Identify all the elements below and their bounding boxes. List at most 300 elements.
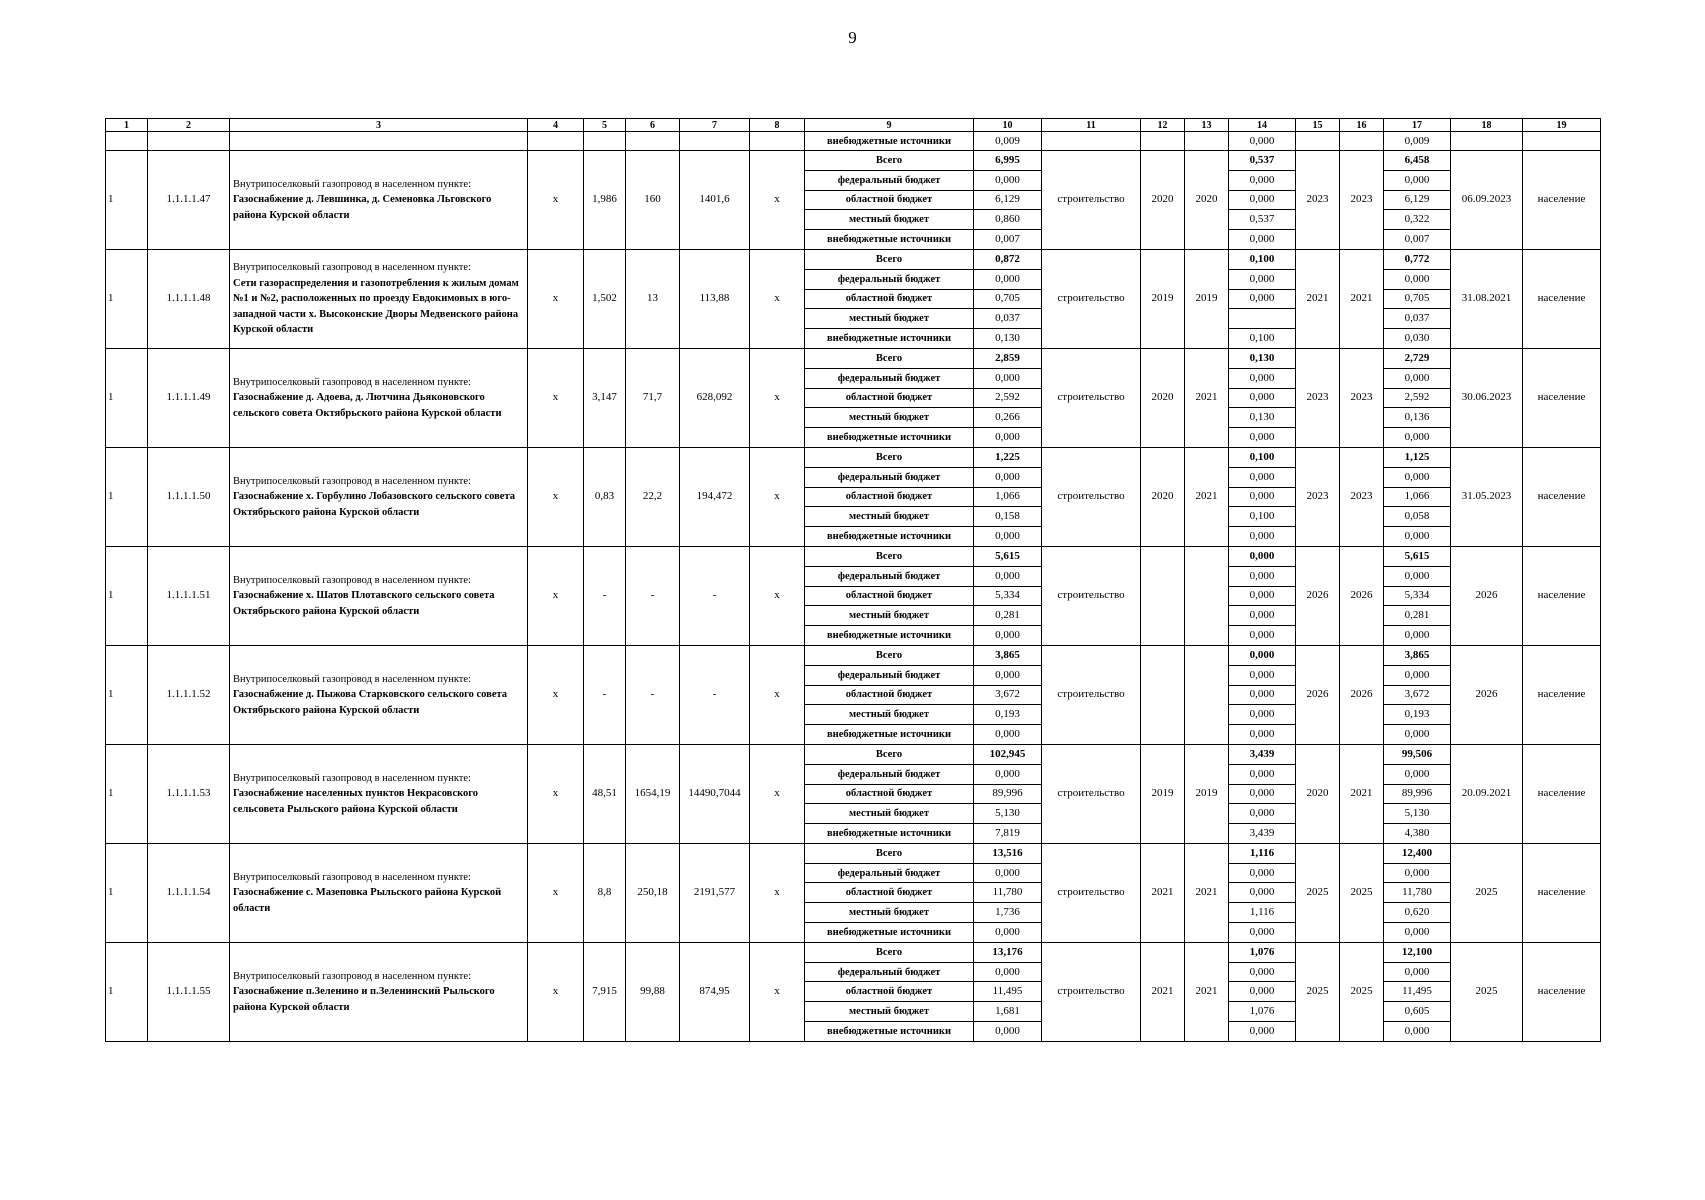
- year-16: 2025: [1340, 942, 1384, 1041]
- cost-total-value: 6,129: [974, 190, 1042, 210]
- work-type: строительство: [1042, 942, 1141, 1041]
- completion-date: 2025: [1451, 843, 1523, 942]
- column-8-value: х: [750, 744, 805, 843]
- fund-label: Всего: [805, 645, 974, 665]
- beneficiary: население: [1523, 447, 1601, 546]
- spent-value: 3,439: [1229, 824, 1296, 844]
- cost-total-value: 1,066: [974, 487, 1042, 507]
- fund-label: внебюджетные источники: [805, 725, 974, 745]
- completion-date: 2026: [1451, 645, 1523, 744]
- year-end: [1185, 645, 1229, 744]
- cost-total-value: 0,860: [974, 210, 1042, 230]
- spent-value: 0,100: [1229, 329, 1296, 349]
- project-name: Газоснабжение населенных пунктов Некрасовского сельсовета Рыльского района Курской области: [233, 788, 479, 815]
- remaining-value: 4,380: [1384, 824, 1451, 844]
- spent-value: 0,000: [1229, 645, 1296, 665]
- column-4-value: х: [528, 249, 584, 348]
- fund-label: внебюджетные источники: [805, 626, 974, 646]
- fund-label: федеральный бюджет: [805, 467, 974, 487]
- capacity-value: 160: [626, 151, 680, 250]
- work-type: строительство: [1042, 151, 1141, 250]
- fund-label: федеральный бюджет: [805, 665, 974, 685]
- column-8-value: х: [750, 942, 805, 1041]
- beneficiary: население: [1523, 151, 1601, 250]
- year-start: 2021: [1141, 843, 1185, 942]
- spent-value: 0,000: [1229, 665, 1296, 685]
- fund-label: областной бюджет: [805, 586, 974, 606]
- remaining-value: 1,125: [1384, 447, 1451, 467]
- beneficiary: население: [1523, 744, 1601, 843]
- completion-date: 2026: [1451, 546, 1523, 645]
- cost-total-value: 0,000: [974, 527, 1042, 547]
- column-4-value: х: [528, 447, 584, 546]
- empty-cell: [1185, 132, 1229, 151]
- year-16: 2023: [1340, 447, 1384, 546]
- spent-value: 0,000: [1229, 527, 1296, 547]
- fund-label: Всего: [805, 942, 974, 962]
- work-type: строительство: [1042, 447, 1141, 546]
- cost-total-value: 0,009: [974, 132, 1042, 151]
- empty-cell: [1523, 132, 1601, 151]
- cost-total-value: 0,000: [974, 566, 1042, 586]
- cost-total-value: 0,266: [974, 408, 1042, 428]
- spent-value: [1229, 309, 1296, 329]
- spent-value: 0,537: [1229, 210, 1296, 230]
- empty-cell: [1042, 132, 1141, 151]
- completion-date: 06.09.2023: [1451, 151, 1523, 250]
- cost-total-value: 3,672: [974, 685, 1042, 705]
- year-16: 2026: [1340, 546, 1384, 645]
- length-value: 1,502: [584, 249, 626, 348]
- remaining-value: 99,506: [1384, 744, 1451, 764]
- continuation-row: [106, 132, 1601, 151]
- column-number: 6: [626, 119, 680, 132]
- fund-label: местный бюджет: [805, 705, 974, 725]
- remaining-value: 0,000: [1384, 527, 1451, 547]
- project-type: Внутрипоселковый газопровод в населенном пункте:: [233, 262, 471, 274]
- column-number: 14: [1229, 119, 1296, 132]
- fund-label: местный бюджет: [805, 507, 974, 527]
- column-number-row: [106, 119, 1601, 132]
- year-15: 2025: [1296, 843, 1340, 942]
- spent-value: 0,000: [1229, 132, 1296, 151]
- project-name: Газоснабжение д. Левшинка, д. Семеновка Льговского района Курской области: [233, 194, 492, 221]
- cost-total-value: 0,281: [974, 606, 1042, 626]
- remaining-value: 0,000: [1384, 269, 1451, 289]
- row-level: 1: [106, 249, 148, 348]
- year-16: 2023: [1340, 348, 1384, 447]
- remaining-value: 6,129: [1384, 190, 1451, 210]
- column-number: 5: [584, 119, 626, 132]
- cost-total-value: 1,225: [974, 447, 1042, 467]
- remaining-value: 0,009: [1384, 132, 1451, 151]
- volume-value: 2191,577: [680, 843, 750, 942]
- remaining-value: 0,000: [1384, 923, 1451, 943]
- project-code: 1.1.1.1.50: [148, 447, 230, 546]
- project-description: [230, 942, 528, 1041]
- row-level: 1: [106, 942, 148, 1041]
- empty-cell: [1340, 132, 1384, 151]
- cost-total-value: 0,000: [974, 863, 1042, 883]
- fund-label: внебюджетные источники: [805, 230, 974, 250]
- fund-label: внебюджетные источники: [805, 824, 974, 844]
- capacity-value: 1654,19: [626, 744, 680, 843]
- cost-total-value: 0,000: [974, 923, 1042, 943]
- year-end: 2021: [1185, 843, 1229, 942]
- project-code: 1.1.1.1.47: [148, 151, 230, 250]
- project-type: Внутрипоселковый газопровод в населенном пункте:: [233, 376, 471, 388]
- fund-label: Всего: [805, 348, 974, 368]
- empty-cell: [528, 132, 584, 151]
- spent-value: 0,537: [1229, 151, 1296, 171]
- fund-label: федеральный бюджет: [805, 269, 974, 289]
- fund-label: федеральный бюджет: [805, 566, 974, 586]
- cost-total-value: 0,705: [974, 289, 1042, 309]
- remaining-value: 0,000: [1384, 467, 1451, 487]
- year-15: 2021: [1296, 249, 1340, 348]
- year-16: 2021: [1340, 744, 1384, 843]
- completion-date: 20.09.2021: [1451, 744, 1523, 843]
- column-number: 18: [1451, 119, 1523, 132]
- empty-cell: [584, 132, 626, 151]
- cost-total-value: 6,995: [974, 151, 1042, 171]
- spent-value: 0,000: [1229, 586, 1296, 606]
- spent-value: 0,000: [1229, 368, 1296, 388]
- spent-value: 0,000: [1229, 883, 1296, 903]
- project-type: Внутрипоселковый газопровод в населенном пункте:: [233, 970, 471, 982]
- fund-label: областной бюджет: [805, 487, 974, 507]
- project-name: Газоснабжение с. Мазеповка Рыльского района Курской области: [233, 887, 502, 914]
- fund-label: внебюджетные источники: [805, 132, 974, 151]
- project-row-total: [106, 942, 1601, 962]
- project-code: 1.1.1.1.55: [148, 942, 230, 1041]
- column-number: 3: [230, 119, 528, 132]
- fund-label: Всего: [805, 744, 974, 764]
- column-4-value: х: [528, 744, 584, 843]
- spent-value: 0,130: [1229, 408, 1296, 428]
- empty-cell: [148, 132, 230, 151]
- column-number: 11: [1042, 119, 1141, 132]
- volume-value: 1401,6: [680, 151, 750, 250]
- column-number: 8: [750, 119, 805, 132]
- fund-label: внебюджетные источники: [805, 1022, 974, 1042]
- cost-total-value: 0,000: [974, 626, 1042, 646]
- length-value: 8,8: [584, 843, 626, 942]
- empty-cell: [750, 132, 805, 151]
- spent-value: 0,000: [1229, 705, 1296, 725]
- year-end: 2019: [1185, 249, 1229, 348]
- year-start: 2021: [1141, 942, 1185, 1041]
- column-number: 10: [974, 119, 1042, 132]
- length-value: 1,986: [584, 151, 626, 250]
- remaining-value: 89,996: [1384, 784, 1451, 804]
- remaining-value: 5,615: [1384, 546, 1451, 566]
- project-type: Внутрипоселковый газопровод в населенном пункте:: [233, 574, 471, 586]
- project-description: [230, 744, 528, 843]
- spent-value: 0,000: [1229, 170, 1296, 190]
- row-level: 1: [106, 744, 148, 843]
- remaining-value: 0,193: [1384, 705, 1451, 725]
- remaining-value: 0,000: [1384, 725, 1451, 745]
- remaining-value: 0,000: [1384, 1022, 1451, 1042]
- volume-value: 628,092: [680, 348, 750, 447]
- column-number: 15: [1296, 119, 1340, 132]
- year-15: 2020: [1296, 744, 1340, 843]
- cost-total-value: 0,000: [974, 467, 1042, 487]
- project-row-total: [106, 249, 1601, 269]
- remaining-value: 0,037: [1384, 309, 1451, 329]
- row-level: 1: [106, 645, 148, 744]
- completion-date: 31.05.2023: [1451, 447, 1523, 546]
- spent-value: 0,000: [1229, 804, 1296, 824]
- capacity-value: 22,2: [626, 447, 680, 546]
- cost-total-value: 5,615: [974, 546, 1042, 566]
- spent-value: 1,116: [1229, 903, 1296, 923]
- project-description: [230, 348, 528, 447]
- fund-label: областной бюджет: [805, 784, 974, 804]
- project-description: [230, 447, 528, 546]
- beneficiary: население: [1523, 249, 1601, 348]
- project-row-total: [106, 348, 1601, 368]
- column-8-value: х: [750, 645, 805, 744]
- length-value: -: [584, 546, 626, 645]
- fund-label: федеральный бюджет: [805, 764, 974, 784]
- year-15: 2023: [1296, 447, 1340, 546]
- capacity-value: -: [626, 645, 680, 744]
- fund-label: федеральный бюджет: [805, 170, 974, 190]
- project-description: [230, 249, 528, 348]
- remaining-value: 0,605: [1384, 1002, 1451, 1022]
- spent-value: 0,000: [1229, 685, 1296, 705]
- year-end: 2020: [1185, 151, 1229, 250]
- beneficiary: население: [1523, 843, 1601, 942]
- fund-label: местный бюджет: [805, 1002, 974, 1022]
- year-15: 2026: [1296, 546, 1340, 645]
- remaining-value: 0,000: [1384, 566, 1451, 586]
- year-15: 2023: [1296, 348, 1340, 447]
- column-number: 7: [680, 119, 750, 132]
- cost-total-value: 7,819: [974, 824, 1042, 844]
- completion-date: 2025: [1451, 942, 1523, 1041]
- remaining-value: 0,000: [1384, 428, 1451, 448]
- cost-total-value: 102,945: [974, 744, 1042, 764]
- project-code: 1.1.1.1.53: [148, 744, 230, 843]
- remaining-value: 5,334: [1384, 586, 1451, 606]
- cost-total-value: 3,865: [974, 645, 1042, 665]
- empty-cell: [680, 132, 750, 151]
- year-end: [1185, 546, 1229, 645]
- cost-total-value: 2,859: [974, 348, 1042, 368]
- column-number: 2: [148, 119, 230, 132]
- fund-label: федеральный бюджет: [805, 962, 974, 982]
- cost-total-value: 1,736: [974, 903, 1042, 923]
- work-type: строительство: [1042, 645, 1141, 744]
- fund-label: местный бюджет: [805, 606, 974, 626]
- spent-value: 0,000: [1229, 962, 1296, 982]
- cost-total-value: 11,780: [974, 883, 1042, 903]
- year-end: 2021: [1185, 348, 1229, 447]
- beneficiary: население: [1523, 348, 1601, 447]
- remaining-value: 0,007: [1384, 230, 1451, 250]
- cost-total-value: 0,000: [974, 725, 1042, 745]
- spent-value: 0,100: [1229, 447, 1296, 467]
- cost-total-value: 0,158: [974, 507, 1042, 527]
- column-4-value: х: [528, 645, 584, 744]
- column-4-value: х: [528, 546, 584, 645]
- year-15: 2023: [1296, 151, 1340, 250]
- column-number: 1: [106, 119, 148, 132]
- volume-value: 194,472: [680, 447, 750, 546]
- spent-value: 0,000: [1229, 626, 1296, 646]
- project-description: [230, 843, 528, 942]
- column-8-value: х: [750, 348, 805, 447]
- year-start: 2020: [1141, 151, 1185, 250]
- length-value: 48,51: [584, 744, 626, 843]
- remaining-value: 1,066: [1384, 487, 1451, 507]
- project-description: [230, 546, 528, 645]
- cost-total-value: 0,000: [974, 962, 1042, 982]
- remaining-value: 0,000: [1384, 626, 1451, 646]
- spent-value: 0,000: [1229, 1022, 1296, 1042]
- fund-label: областной бюджет: [805, 388, 974, 408]
- completion-date: 31.08.2021: [1451, 249, 1523, 348]
- cost-total-value: 0,130: [974, 329, 1042, 349]
- capacity-value: 250,18: [626, 843, 680, 942]
- remaining-value: 0,000: [1384, 368, 1451, 388]
- volume-value: -: [680, 645, 750, 744]
- spent-value: 3,439: [1229, 744, 1296, 764]
- year-start: [1141, 546, 1185, 645]
- cost-total-value: 0,007: [974, 230, 1042, 250]
- remaining-value: 0,000: [1384, 665, 1451, 685]
- work-type: строительство: [1042, 249, 1141, 348]
- cost-total-value: 0,000: [974, 665, 1042, 685]
- remaining-value: 0,322: [1384, 210, 1451, 230]
- project-row-total: [106, 546, 1601, 566]
- fund-label: местный бюджет: [805, 408, 974, 428]
- project-row-total: [106, 843, 1601, 863]
- fund-label: внебюджетные источники: [805, 428, 974, 448]
- column-8-value: х: [750, 249, 805, 348]
- length-value: -: [584, 645, 626, 744]
- year-end: 2019: [1185, 744, 1229, 843]
- fund-label: Всего: [805, 546, 974, 566]
- cost-total-value: 0,037: [974, 309, 1042, 329]
- remaining-value: 0,772: [1384, 249, 1451, 269]
- spent-value: 0,000: [1229, 725, 1296, 745]
- year-start: 2019: [1141, 744, 1185, 843]
- fund-label: местный бюджет: [805, 309, 974, 329]
- project-description: [230, 645, 528, 744]
- year-start: [1141, 645, 1185, 744]
- year-start: 2020: [1141, 447, 1185, 546]
- year-16: 2021: [1340, 249, 1384, 348]
- year-16: 2026: [1340, 645, 1384, 744]
- remaining-value: 5,130: [1384, 804, 1451, 824]
- fund-label: внебюджетные источники: [805, 329, 974, 349]
- fund-label: областной бюджет: [805, 289, 974, 309]
- row-level: 1: [106, 151, 148, 250]
- remaining-value: 0,030: [1384, 329, 1451, 349]
- year-end: 2021: [1185, 447, 1229, 546]
- beneficiary: население: [1523, 546, 1601, 645]
- completion-date: 30.06.2023: [1451, 348, 1523, 447]
- spent-value: 0,000: [1229, 863, 1296, 883]
- work-type: строительство: [1042, 348, 1141, 447]
- spent-value: 1,116: [1229, 843, 1296, 863]
- volume-value: 113,88: [680, 249, 750, 348]
- spent-value: 0,100: [1229, 249, 1296, 269]
- column-4-value: х: [528, 942, 584, 1041]
- cost-total-value: 11,495: [974, 982, 1042, 1002]
- spent-value: 0,000: [1229, 230, 1296, 250]
- spent-value: 0,000: [1229, 269, 1296, 289]
- spent-value: 0,000: [1229, 428, 1296, 448]
- project-name: Газоснабжение д. Адоева, д. Лютчина Дьяконовского сельского совета Октябрьского района Курской области: [233, 392, 502, 419]
- remaining-value: 3,672: [1384, 685, 1451, 705]
- cost-total-value: 2,592: [974, 388, 1042, 408]
- project-name: Газоснабжение п.Зеленино и п.Зеленинский Рыльского района Курской области: [233, 986, 495, 1013]
- project-name: Газоснабжение х. Шатов Плотавского сельского совета Октябрьского района Курской области: [233, 590, 495, 617]
- fund-label: внебюджетные источники: [805, 923, 974, 943]
- year-start: 2020: [1141, 348, 1185, 447]
- project-description: [230, 151, 528, 250]
- spent-value: 0,000: [1229, 546, 1296, 566]
- project-row-total: [106, 447, 1601, 467]
- cost-total-value: 0,000: [974, 269, 1042, 289]
- year-15: 2026: [1296, 645, 1340, 744]
- fund-label: областной бюджет: [805, 883, 974, 903]
- capacity-value: 13: [626, 249, 680, 348]
- year-end: 2021: [1185, 942, 1229, 1041]
- fund-label: Всего: [805, 249, 974, 269]
- volume-value: 874,95: [680, 942, 750, 1041]
- cost-total-value: 0,000: [974, 764, 1042, 784]
- fund-label: областной бюджет: [805, 190, 974, 210]
- year-16: 2023: [1340, 151, 1384, 250]
- project-code: 1.1.1.1.52: [148, 645, 230, 744]
- work-type: строительство: [1042, 843, 1141, 942]
- empty-cell: [230, 132, 528, 151]
- remaining-value: 2,592: [1384, 388, 1451, 408]
- project-type: Внутрипоселковый газопровод в населенном пункте:: [233, 772, 471, 784]
- spent-value: 0,000: [1229, 566, 1296, 586]
- project-type: Внутрипоселковый газопровод в населенном пункте:: [233, 178, 471, 190]
- cost-total-value: 0,000: [974, 368, 1042, 388]
- spent-value: 0,000: [1229, 388, 1296, 408]
- spent-value: 0,000: [1229, 923, 1296, 943]
- project-code: 1.1.1.1.48: [148, 249, 230, 348]
- project-row-total: [106, 151, 1601, 171]
- empty-cell: [1451, 132, 1523, 151]
- spent-value: 0,100: [1229, 507, 1296, 527]
- cost-total-value: 13,516: [974, 843, 1042, 863]
- fund-label: Всего: [805, 843, 974, 863]
- work-type: строительство: [1042, 744, 1141, 843]
- project-code: 1.1.1.1.54: [148, 843, 230, 942]
- remaining-value: 0,000: [1384, 170, 1451, 190]
- remaining-value: 6,458: [1384, 151, 1451, 171]
- column-number: 13: [1185, 119, 1229, 132]
- row-level: 1: [106, 447, 148, 546]
- spent-value: 0,000: [1229, 606, 1296, 626]
- column-8-value: х: [750, 546, 805, 645]
- work-type: строительство: [1042, 546, 1141, 645]
- cost-total-value: 0,872: [974, 249, 1042, 269]
- beneficiary: население: [1523, 942, 1601, 1041]
- cost-total-value: 0,000: [974, 1022, 1042, 1042]
- volume-value: -: [680, 546, 750, 645]
